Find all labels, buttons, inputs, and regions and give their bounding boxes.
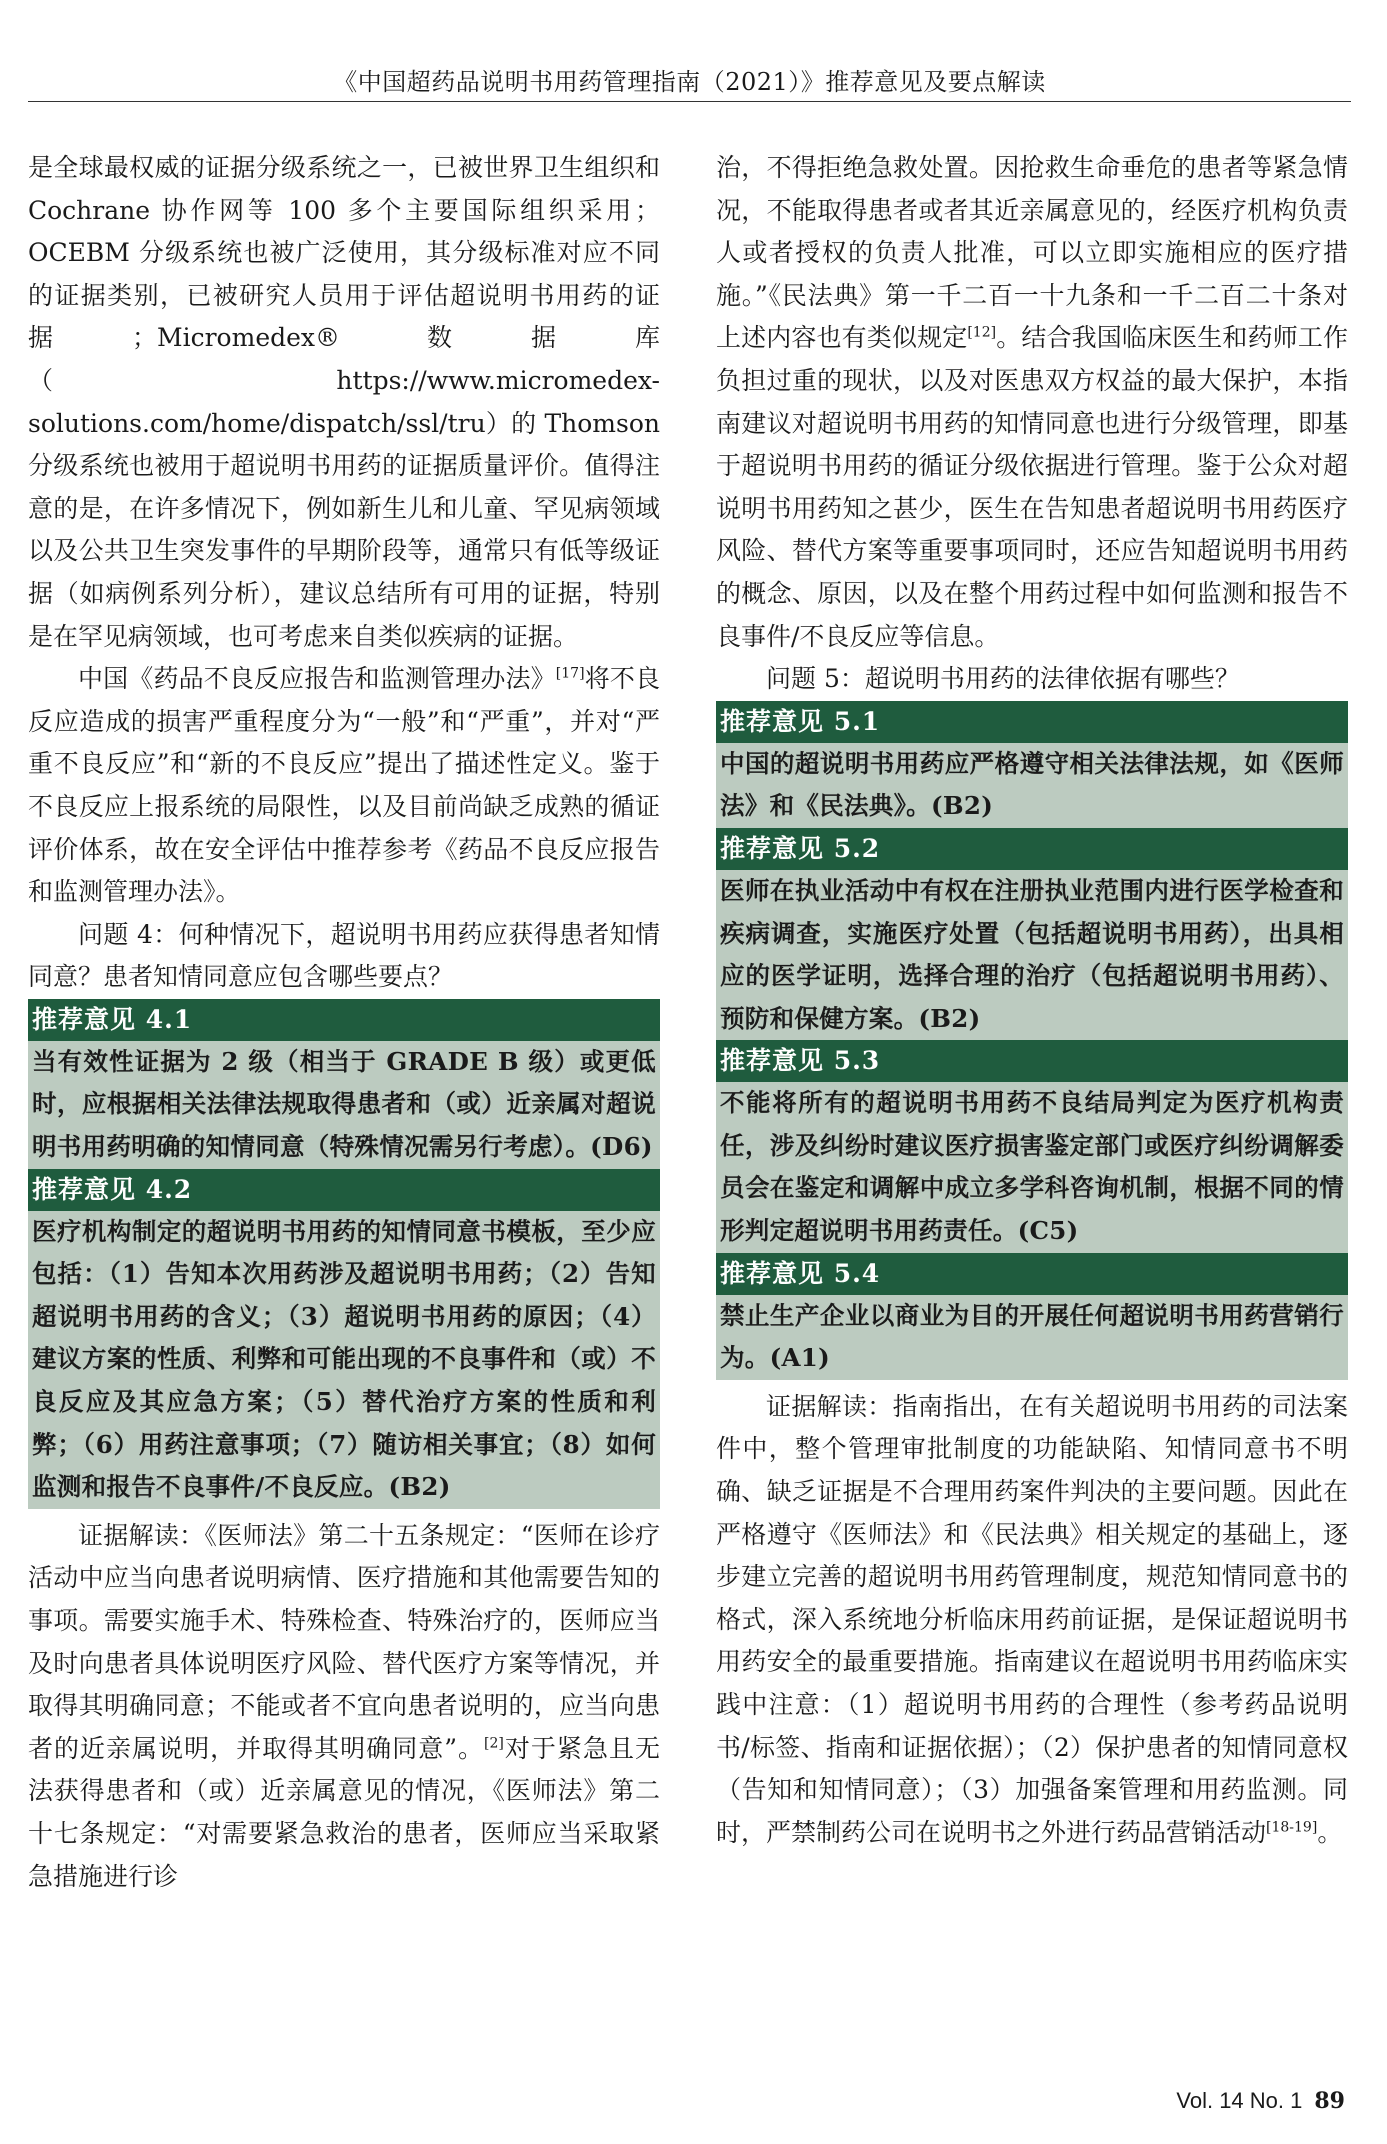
paragraph-text: 证据解读：《医师法》第二十五条规定：“医师在诊疗活动中应当向患者说明病情、医疗措施和其他需要告知的事项。需要实施手术、特殊检查、特殊治疗的，医师应当及时向患者具体说明医疗风险、替代医疗方案等情况，并取得其明确同意；不能或者不宜向患者说明的，应当向患者的近亲属说明，并取得其明确同意”。 — [28, 1520, 660, 1763]
paragraph-text: 。 — [1317, 1817, 1343, 1847]
paragraph-text: 证据解读：指南指出，在有关超说明书用药的司法案件中，整个管理审批制度的功能缺陷、知情同意书不明确、缺乏证据是不合理用药案件判决的主要问题。因此在严格遵守《医师法》和《民法典》相关规定的基础上，逐步建立完善的超说明书用药管理制度，规范知情同意书的格式，深入系统地分析临床用药前证据，是保证超说明书用药安全的最重要措施。指南建议在超说明书用药临床实践中注意：（1）超说明书用药的合理性（参考药品说明书/标签、指南和证据依据）；（2）保护患者的知情同意权（告知和知情同意）；（3）加强备案管理和用药监测。同时，严禁制药公司在说明书之外进行药品营销活动 — [716, 1391, 1348, 1847]
citation: [18-19] — [1266, 1819, 1318, 1836]
recommendation-title: 推荐意见 5.3 — [716, 1040, 1348, 1082]
recommendation-box — [28, 999, 660, 1169]
page-footer — [1176, 2088, 1345, 2114]
question-heading: 问题 5：超说明书用药的法律依据有哪些？ — [766, 664, 1240, 694]
page-number: 89 — [1314, 2088, 1345, 2114]
question-heading: 问题 4：何种情况下，超说明书用药应获得患者知情同意？患者知情同意应包含哪些要点？ — [28, 919, 660, 992]
running-header: 《中国超药品说明书用药管理指南（2021）》推荐意见及要点解读 — [333, 68, 1046, 96]
recommendation-title: 推荐意见 5.2 — [716, 828, 1348, 870]
recommendation-box — [716, 828, 1348, 1040]
recommendation-box — [716, 1040, 1348, 1252]
recommendation-title: 推荐意见 5.4 — [716, 1253, 1348, 1295]
header-rule — [28, 101, 1351, 102]
recommendation-title: 推荐意见 4.1 — [28, 999, 660, 1041]
paragraph — [716, 1386, 1348, 1855]
recommendation-box — [716, 701, 1348, 828]
paragraph-text: 治，不得拒绝急救处置。因抢救生命垂危的患者等紧急情况，不能取得患者或者其近亲属意见的，经医疗机构负责人或者授权的负责人批准，可以立即实施相应的医疗措施。”《民法典》第一千二百一十九条和一千二百二十条对上述内容也有类似规定 — [716, 153, 1348, 353]
recommendation-text: 中国的超说明书用药应严格遵守相关法律法规，如《医师法》和《民法典》。(B2) — [716, 743, 1348, 828]
paragraph: 是全球最权威的证据分级系统之一，已被世界卫生组织和 Cochrane 协作网等 100 多个主要国际组织采用；OCEBM 分级系统也被广泛使用，其分级标准对应不同的证据类别，已被研究人员用于评估超说明书用药的证据；Micromedex® 数据库（https://www.micromedex-solutions.com/home/dispatch/ssl/tru）的 Thomson 分级系统也被用于超说明书用药的证据质量评价。值得注意的是，在许多情况下，例如新生儿和儿童、罕见病领域以及公共卫生突发事件的早期阶段等，通常只有低等级证据（如病例系列分析），建议总结所有可用的证据，特别是在罕见病领域，也可考虑来自类似疾病的证据。 — [28, 153, 660, 651]
paragraph — [716, 147, 1348, 658]
recommendation-title: 推荐意见 5.1 — [716, 701, 1348, 743]
recommendation-title: 推荐意见 4.2 — [28, 1169, 660, 1211]
recommendation-text: 禁止生产企业以商业为目的开展任何超说明书用药营销行为。(A1) — [716, 1295, 1348, 1380]
paragraph-text: 将不良反应造成的损害严重程度分为“一般”和“严重”，并对“严重不良反应”和“新的不良反应”提出了描述性定义。鉴于不良反应上报系统的局限性，以及目前尚缺乏成熟的循证评价体系，故在安全评估中推荐参考《药品不良反应报告和监测管理办法》。 — [28, 664, 660, 907]
citation: [2] — [484, 1735, 504, 1752]
recommendation-box — [716, 1253, 1348, 1380]
recommendation-text: 当有效性证据为 2 级（相当于 GRADE B 级）或更低时，应根据相关法律法规取得患者和（或）近亲属对超说明书用药明确的知情同意（特殊情况需另行考虑）。(D6) — [28, 1041, 660, 1169]
recommendation-text: 医师在执业活动中有权在注册执业范围内进行医学检查和疾病调查，实施医疗处置（包括超说明书用药），出具相应的医学证明，选择合理的治疗（包括超说明书用药）、预防和保健方案。(B2) — [716, 870, 1348, 1040]
recommendation-box — [28, 1169, 660, 1509]
paragraph — [28, 1515, 660, 1898]
paragraph-text: 。结合我国临床医生和药师工作负担过重的现状，以及对医患双方权益的最大保护，本指南建议对超说明书用药的知情同意也进行分级管理，即基于超说明书用药的循证分级依据进行管理。鉴于公众对超说明书用药知之甚少，医生在告知患者超说明书用药医疗风险、替代方案等重要事项同时，还应告知超说明书用药的概念、原因，以及在整个用药过程中如何监测和报告不良事件/不良反应等信息。 — [716, 323, 1348, 651]
volume-label: Vol. 14 No. 1 — [1176, 2088, 1303, 2113]
citation: [12] — [967, 325, 997, 342]
paragraph-text: 中国《药品不良反应报告和监测管理办法》 — [78, 664, 556, 694]
recommendation-text: 医疗机构制定的超说明书用药的知情同意书模板，至少应包括：（1）告知本次用药涉及超说明书用药；（2）告知超说明书用药的含义；（3）超说明书用药的原因；（4）建议方案的性质、利弊和可能出现的不良事件和（或）不良反应及其应急方案；（5）替代治疗方案的性质和利弊；（6）用药注意事项；（7）随访相关事宜；（8）如何监测和报告不良事件/不良反应。(B2) — [28, 1211, 660, 1509]
left-column — [28, 147, 660, 1898]
right-column — [716, 147, 1348, 1854]
paragraph-text: 对于紧急且无法获得患者和（或）近亲属意见的情况，《医师法》第二十七条规定：“对需要紧急救治的患者，医师应当采取紧急措施进行诊 — [28, 1733, 660, 1891]
recommendation-text: 不能将所有的超说明书用药不良结局判定为医疗机构责任，涉及纠纷时建议医疗损害鉴定部门或医疗纠纷调解委员会在鉴定和调解中成立多学科咨询机制，根据不同的情形判定超说明书用药责任。(C5) — [716, 1082, 1348, 1252]
citation: [17] — [555, 665, 585, 682]
paragraph — [28, 658, 660, 914]
